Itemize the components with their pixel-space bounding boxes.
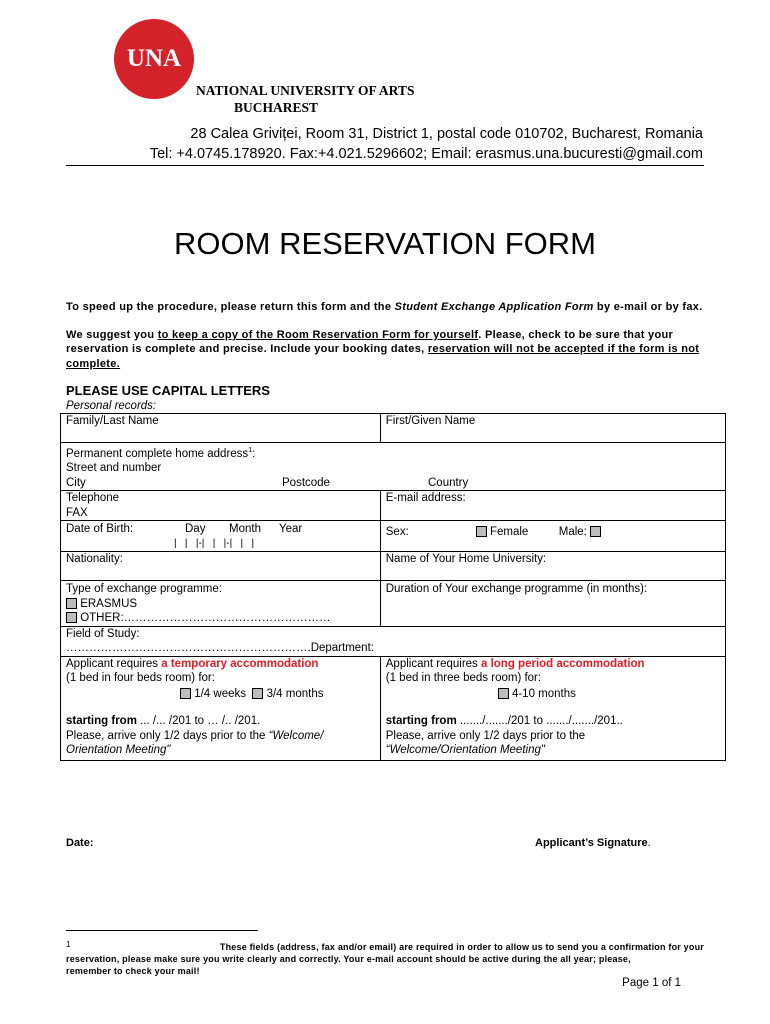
- quarter-weeks-checkbox[interactable]: [180, 688, 191, 699]
- footnote-line-3: remember to check your mail!: [66, 966, 200, 976]
- telephone-fax-field[interactable]: Telephone FAX: [61, 491, 381, 521]
- postcode-label: Postcode: [282, 476, 330, 489]
- three-quarter-months-checkbox[interactable]: [252, 688, 263, 699]
- temporary-accommodation-field: Applicant requires a temporary accommodation (1 bed in four beds room) for: 1/4 weeks 3/4 months starting from ... /... /201 to … /.. /201. Please, arrive only 1/2 days prior to the “Welcome/ Orientation Meeting": [61, 656, 381, 760]
- exchange-type-field: Type of exchange programme: ERASMUS OTHER:………………………………………………: [61, 581, 381, 627]
- female-checkbox[interactable]: [476, 526, 487, 537]
- home-address-field[interactable]: Permanent complete home address$^1$: Street and number City Postcode Country: [61, 443, 726, 491]
- page-number: Page 1 of 1: [622, 977, 681, 989]
- intro-paragraph-2: We suggest you to keep a copy of the Room Reservation Form for yourself. Please, check to be sure that your reservation is complete and precise. Include your booking dates, reservation will not be accepted if the form is not complete.: [66, 329, 700, 370]
- university-contacts: Tel: +4.0745.178920. Fax:+4.021.5296602; Email: erasmus.una.bucuresti@gmail.com: [149, 146, 703, 162]
- email-field[interactable]: E-mail address:: [380, 491, 725, 521]
- long-months-checkbox[interactable]: [498, 688, 509, 699]
- university-city: BUCHAREST: [234, 100, 319, 115]
- university-name: NATIONAL UNIVERSITY OF ARTS: [196, 83, 415, 98]
- university-logo: [114, 19, 194, 99]
- nationality-field[interactable]: Nationality:: [61, 552, 381, 581]
- personal-records-label: Personal records:: [66, 400, 157, 412]
- male-checkbox[interactable]: [590, 526, 601, 537]
- sex-field: Sex: Female Male:: [380, 521, 725, 552]
- intro-paragraph-1: To speed up the procedure, please return this form and the Student Exchange Application Form by e-mail or by fax.: [66, 301, 703, 313]
- first-name-field[interactable]: First/Given Name: [380, 414, 725, 443]
- country-label: Country: [428, 476, 469, 489]
- reservation-form-table: [60, 413, 726, 761]
- logo-text: UNA: [126, 45, 182, 72]
- date-boxes: | | |-| | |-| | |: [174, 537, 255, 549]
- footnote-line-1: These fields (address, fax and/or email) are required in order to allow us to send you a confirmation for your: [219, 942, 704, 952]
- city-label: City: [66, 476, 86, 489]
- header-divider: [66, 165, 704, 166]
- footnote-divider: [66, 930, 258, 931]
- section-title: PLEASE USE CAPITAL LETTERS: [66, 383, 270, 398]
- footnote-line-2: reservation, please make sure you write clearly and correctly. Your e-mail account should be active during the all year; please,: [66, 954, 631, 964]
- date-label: Date:: [66, 837, 94, 849]
- form-title: ROOM RESERVATION FORM: [174, 226, 596, 261]
- signature-label: Applicant’s Signature.: [535, 837, 651, 849]
- date-of-birth-field[interactable]: Date of Birth: Day Month Year | | |-| | |-| | |: [61, 521, 381, 552]
- duration-field[interactable]: Duration of Your exchange programme (in months):: [380, 581, 725, 627]
- field-of-study-field[interactable]: Field of Study: ……………………………………………………….Department:: [61, 626, 726, 656]
- street-label: Street and number: [66, 462, 162, 475]
- erasmus-checkbox[interactable]: [66, 598, 77, 609]
- long-period-accommodation-field: Applicant requires a long period accommodation (1 bed in three beds room) for: 4-10 months starting from ......./......./201 to ......./......./201.. Please, arrive only 1/2 days prior to the “Welcome/Orientation Meeting": [380, 656, 725, 760]
- university-address: 28 Calea Griviței, Room 31, District 1, postal code 010702, Bucharest, Romania: [190, 126, 703, 142]
- footnote-number: 1: [66, 940, 71, 949]
- other-checkbox[interactable]: [66, 612, 77, 623]
- family-name-field[interactable]: Family/Last Name: [61, 414, 381, 443]
- home-university-field[interactable]: Name of Your Home University:: [380, 552, 725, 581]
